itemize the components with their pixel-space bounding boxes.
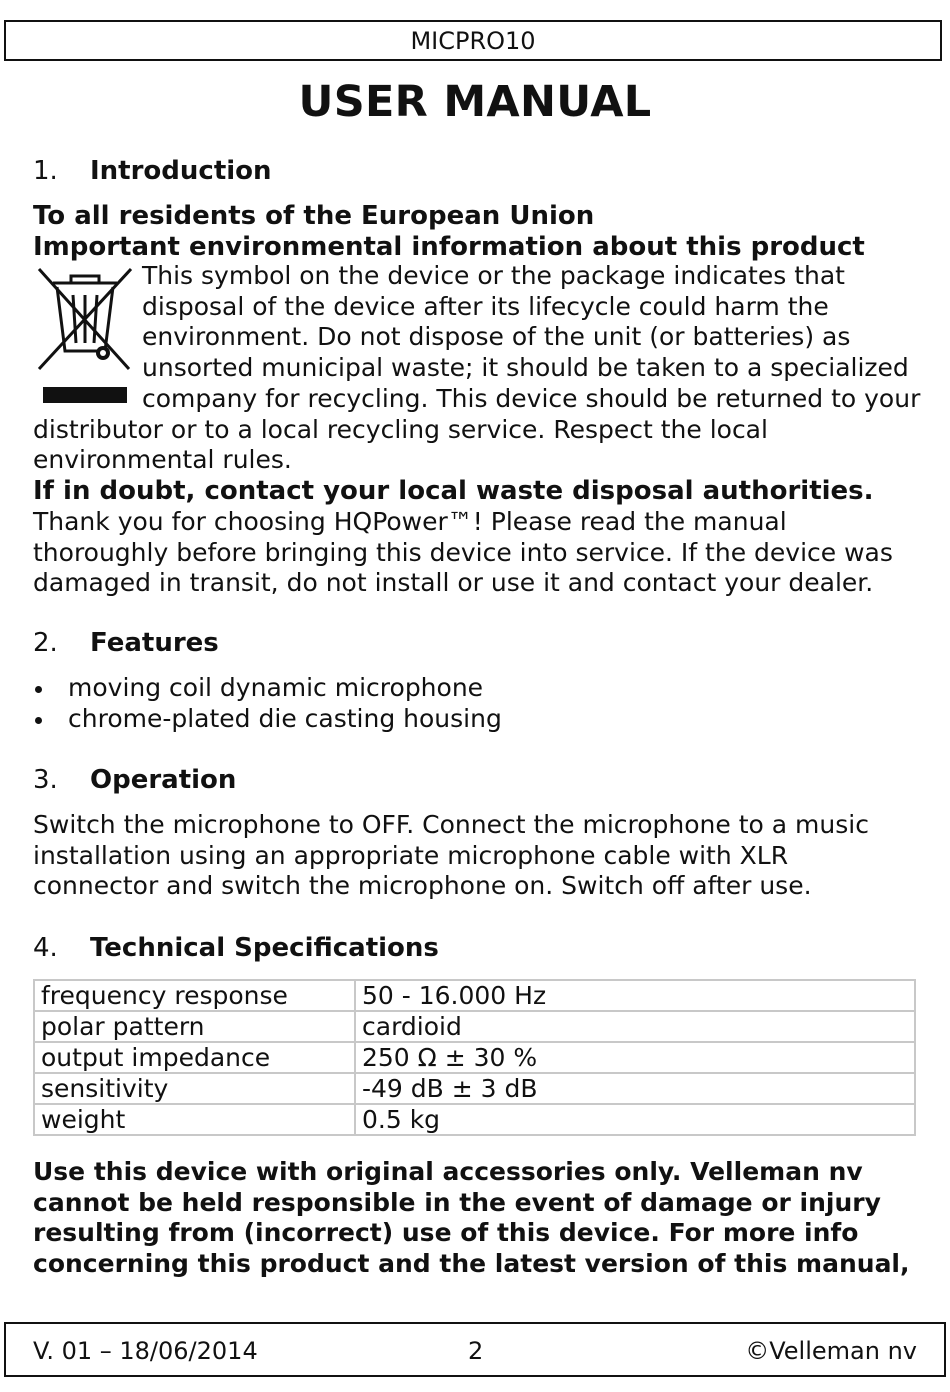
document-footer (4, 1322, 946, 1377)
bullet-icon (35, 686, 42, 693)
spec-value: 50 - 16.000 Hz (355, 980, 915, 1011)
table-row (34, 980, 915, 1011)
spec-label: weight (34, 1104, 355, 1135)
section-title: Features (90, 628, 219, 658)
eu-residents-line: To all residents of the European Union (33, 201, 595, 231)
list-item: chrome-plated die casting housing (33, 704, 502, 735)
spec-value: 250 Ω ± 30 % (355, 1042, 915, 1073)
section-title: Operation (90, 765, 237, 795)
page-number: 2 (468, 1337, 484, 1365)
section-number: 4. (33, 933, 58, 963)
spec-label: sensitivity (34, 1073, 355, 1104)
table-row (34, 1104, 915, 1135)
accessories-notice: Use this device with original accessories only. Velleman nv cannot be held responsible in the event of damage or injury resulting from (incorrect) use of this device. For more info concerning this product and the latest version of this manual, (33, 1157, 910, 1279)
features-list (33, 673, 502, 734)
version-date: V. 01 – 18/06/2014 (33, 1337, 258, 1365)
table-row (34, 1073, 915, 1104)
bullet-icon (35, 717, 42, 724)
section-number: 2. (33, 628, 58, 658)
section-number: 3. (33, 765, 58, 795)
section-title: Technical Specifications (90, 933, 439, 963)
spec-label: frequency response (34, 980, 355, 1011)
section-heading-features (33, 627, 219, 659)
specifications-table (33, 979, 916, 1136)
document-header (4, 20, 942, 61)
table-row (34, 1042, 915, 1073)
list-item: moving coil dynamic microphone (33, 673, 502, 704)
crossed-out-wheelie-bin-icon (33, 263, 137, 413)
environmental-info-text: This symbol on the device or the package indicates that disposal of the device after its lifecycle could harm the environment. Do not dispose of the unit (or batteries) as unsorted municipal waste; it should be taken to a specialized company for recycling. This device should be returned to your distributor or to a local recycling service. Respect the local environmental rules. (33, 261, 921, 475)
spec-value: -49 dB ± 3 dB (355, 1073, 915, 1104)
section-heading-operation (33, 764, 236, 796)
table-row (34, 1011, 915, 1042)
section-heading-introduction (33, 155, 272, 187)
environmental-info-heading: Important environmental information about this product (33, 232, 865, 262)
page-title: USER MANUAL (298, 77, 652, 127)
environmental-info-block (33, 261, 933, 476)
spec-value: cardioid (355, 1011, 915, 1042)
operation-paragraph: Switch the microphone to OFF. Connect the microphone to a music installation using an appropriate microphone cable with XLR connector and switch the microphone on. Switch off after use. (33, 810, 869, 901)
section-title: Introduction (90, 156, 272, 186)
model-number: MICPRO10 (410, 27, 536, 55)
spec-value: 0.5 kg (355, 1104, 915, 1135)
spec-label: output impedance (34, 1042, 355, 1073)
copyright: ©Velleman nv (745, 1337, 917, 1365)
spec-label: polar pattern (34, 1011, 355, 1042)
thank-you-paragraph: Thank you for choosing HQPower™! Please read the manual thoroughly before bringing this device into service. If the device was damaged in transit, do not install or use it and contact your dealer. (33, 507, 893, 598)
section-number: 1. (33, 156, 58, 186)
waste-disposal-notice: If in doubt, contact your local waste disposal authorities. (33, 476, 874, 506)
section-heading-technical-specifications (33, 932, 439, 964)
